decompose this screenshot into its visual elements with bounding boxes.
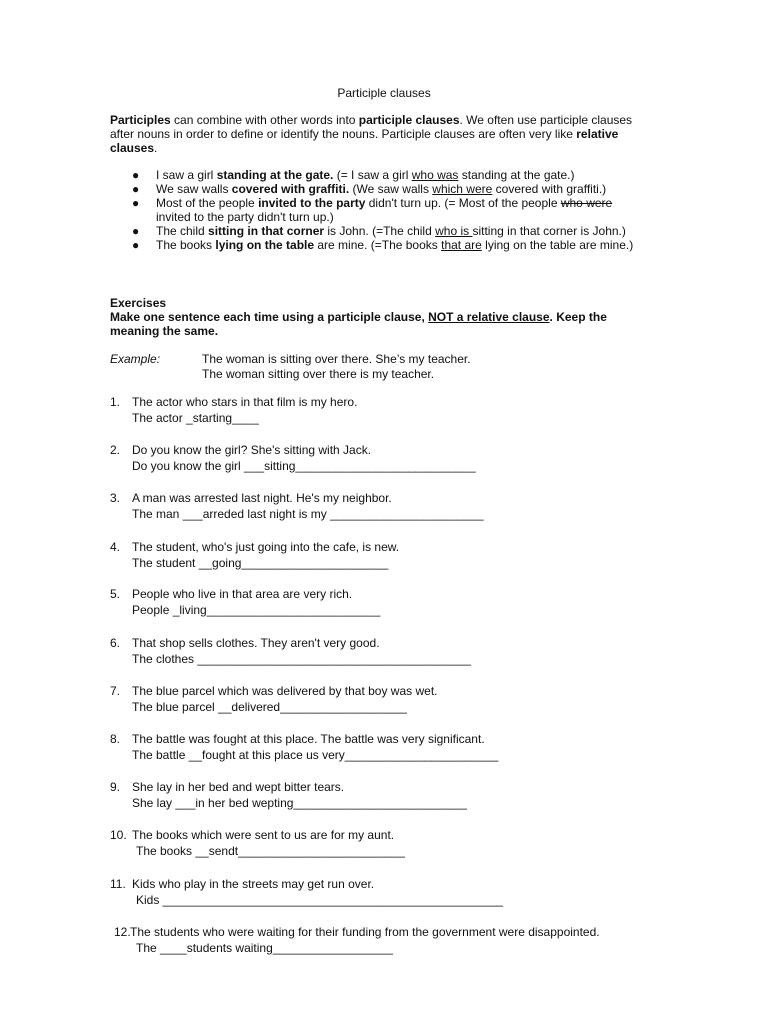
intro-paragraph: [110, 113, 650, 155]
exercise-number: 5.: [110, 587, 121, 601]
exercise-number: 6.: [110, 636, 121, 650]
bullet-dot-icon: ●: [132, 196, 140, 210]
bullet-relative: who is: [435, 224, 473, 238]
bullet-item: [110, 196, 640, 224]
exercise-prompt: The students who were waiting for their funding from the government were disappointed.: [130, 925, 600, 939]
exercise-number: 7.: [110, 684, 121, 698]
bullet-relative: which were: [432, 182, 493, 196]
exercise-answer-line[interactable]: The student __going______________________: [132, 556, 389, 570]
exercise-answer-line[interactable]: The ____students waiting__________________: [136, 941, 393, 955]
exercises-instructions: [110, 310, 650, 338]
exercise-answer-line[interactable]: The books __sendt_________________________: [136, 844, 405, 858]
exercise-answer-line[interactable]: The clothes _________________________________________: [132, 652, 471, 666]
exercise-prompt: She lay in her bed and wept bitter tears.: [132, 780, 345, 794]
bullet-text: I saw a girl: [156, 168, 217, 182]
instructions-text: Make one sentence each time using a participle clause,: [110, 310, 429, 324]
bullet-text: Most of the people: [156, 196, 259, 210]
bullet-text: standing at the gate.): [458, 168, 575, 182]
bullet-text: lying on the table are mine.): [481, 238, 634, 252]
bullet-participle: standing at the gate.: [216, 168, 334, 182]
instructions-text: . Keep the meaning the same.: [110, 310, 607, 338]
bullet-text: The child: [156, 224, 209, 238]
exercise-prompt: Do you know the girl? She's sitting with Jack.: [132, 443, 372, 457]
exercise-number: 9.: [110, 780, 121, 794]
bullet-item: [110, 238, 640, 252]
exercise-number: 4.: [110, 540, 121, 554]
exercise-prompt: The books which were sent to us are for my aunt.: [132, 828, 395, 842]
intro-text-3: .: [154, 141, 158, 155]
exercise-prompt: Kids who play in the streets may get run over.: [132, 877, 375, 891]
exercise-answer-line[interactable]: The blue parcel __delivered___________________: [132, 700, 407, 714]
bullet-relative: that are: [441, 238, 482, 252]
bullet-relative-struck: who were: [560, 196, 613, 210]
bullet-text: (= I saw a girl: [333, 168, 412, 182]
intro-text-1: can combine with other words into: [170, 113, 359, 127]
example-sentence: The woman is sitting over there. She’s my teacher.: [202, 352, 471, 366]
example-bullet-list: [110, 168, 640, 252]
exercises-section-header: [110, 296, 650, 338]
exercise-number: 3.: [110, 491, 121, 505]
example-label: Example:: [110, 352, 161, 366]
exercises-heading: Exercises: [110, 296, 167, 310]
exercise-answer-line[interactable]: The man ___arreded last night is my _______________________: [132, 507, 484, 521]
exercise-prompt: The actor who stars in that film is my hero.: [132, 395, 358, 409]
instructions-emphasis: NOT a relative clause: [428, 310, 550, 324]
exercise-number: 11.: [110, 877, 126, 891]
example-answer: The woman sitting over there is my teacher.: [202, 367, 435, 381]
intro-term-participle-clauses: participle clauses: [358, 113, 460, 127]
exercise-prompt: The blue parcel which was delivered by that boy was wet.: [132, 684, 438, 698]
exercise-answer-line[interactable]: The battle __fought at this place us very_______________________: [132, 748, 499, 762]
exercise-prompt: The student, who's just going into the cafe, is new.: [132, 540, 400, 554]
exercise-answer-line[interactable]: People _living__________________________: [132, 603, 381, 617]
intro-term-relative-clauses: relative clauses: [110, 127, 619, 155]
exercise-answer-line[interactable]: Kids ___________________________________________________: [136, 893, 504, 907]
page-title: Participle clauses: [337, 86, 431, 100]
bullet-dot-icon: ●: [132, 224, 140, 238]
exercise-number: 10.: [110, 828, 127, 842]
bullet-dot-icon: ●: [132, 238, 140, 252]
bullet-dot-icon: ●: [132, 182, 140, 196]
bullet-text: covered with graffiti.): [492, 182, 607, 196]
bullet-participle: sitting in that corner: [208, 224, 325, 238]
bullet-text: sitting in that corner is John.): [472, 224, 626, 238]
exercise-answer-line[interactable]: Do you know the girl ___sitting___________________________: [132, 459, 476, 473]
bullet-text: invited to the party didn't turn up.): [156, 210, 334, 224]
bullet-text: We saw walls: [156, 182, 232, 196]
exercise-number: 1.: [110, 395, 121, 409]
exercise-prompt: People who live in that area are very rich.: [132, 587, 353, 601]
bullet-participle: invited to the party: [258, 196, 366, 210]
bullet-text: The books: [156, 238, 216, 252]
bullet-text: (We saw walls: [349, 182, 433, 196]
exercise-number: 8.: [110, 732, 121, 746]
exercise-prompt: That shop sells clothes. They aren't very good.: [132, 636, 380, 650]
bullet-item: [110, 182, 640, 196]
intro-term-participles: Participles: [110, 113, 171, 127]
exercise-answer-line[interactable]: The actor _starting____: [132, 411, 259, 425]
exercise-answer-line[interactable]: She lay ___in her bed wepting__________________________: [132, 796, 467, 810]
bullet-item: [110, 168, 640, 182]
bullet-participle: covered with graffiti.: [231, 182, 350, 196]
exercise-prompt: The battle was fought at this place. The battle was very significant.: [132, 732, 485, 746]
bullet-relative: who was: [411, 168, 459, 182]
exercise-number: 2.: [110, 443, 121, 457]
bullet-dot-icon: ●: [132, 168, 140, 182]
intro-text-2: . We often use participle clauses after nouns in order to define or identify the nouns. Participle clauses are often very like: [110, 113, 633, 141]
bullet-participle: lying on the table: [215, 238, 315, 252]
bullet-text: didn't turn up. (= Most of the people: [365, 196, 561, 210]
bullet-text: are mine. (=The books: [314, 238, 442, 252]
exercise-prompt: A man was arrested last night. He's my neighbor.: [132, 491, 392, 505]
bullet-item: [110, 224, 640, 238]
exercise-number: 12.: [114, 925, 131, 939]
bullet-text: is John. (=The child: [324, 224, 436, 238]
